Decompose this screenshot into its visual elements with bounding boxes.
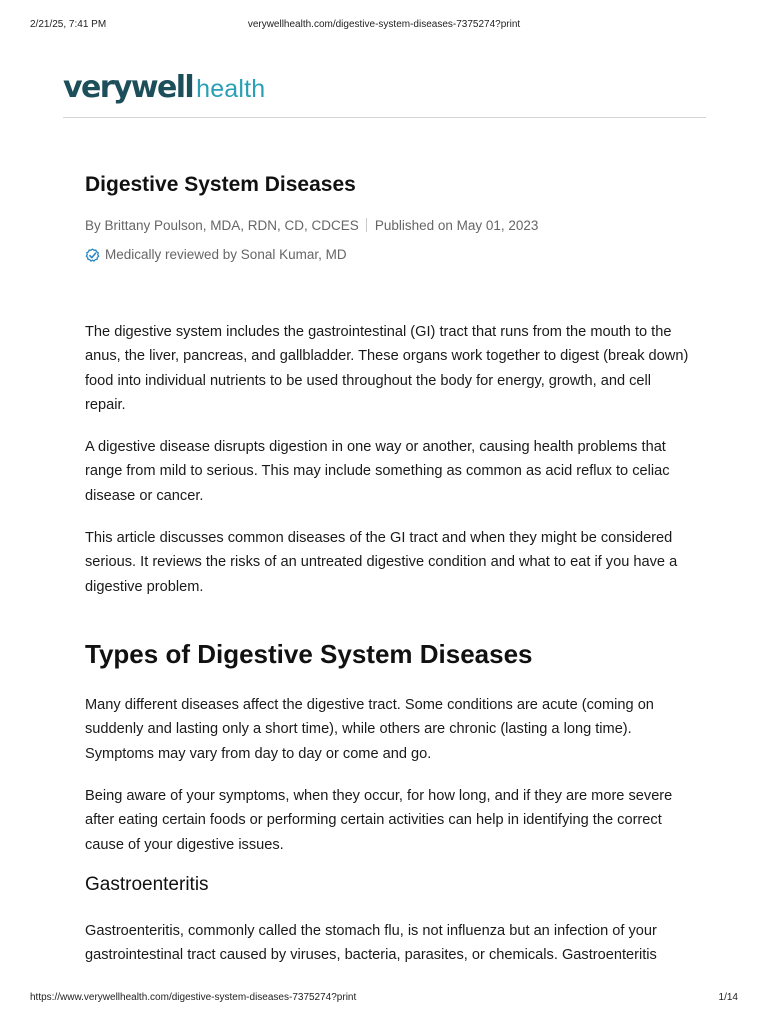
- section-heading: Types of Digestive System Diseases: [85, 639, 533, 669]
- section-paragraph-1: Many different diseases affect the digestive tract. Some conditions are acute (coming on suddenly and lasting only a short time), while others are chronic (lasting a long time). Symptoms may vary from day to day or come and go.: [85, 697, 654, 762]
- article-byline: [85, 218, 538, 233]
- page-number: 1/14: [718, 992, 738, 1003]
- intro-paragraph-1: The digestive system includes the gastrointestinal (GI) tract that runs from the mouth to the anus, the liver, pancreas, and gallbladder. These organs work together to digest (break down) food into individual nutrients to be used throughout the body for energy, growth, and cell repair.: [85, 324, 689, 413]
- gastroenteritis-paragraph: Gastroenteritis, commonly called the stomach flu, is not influenza but an infection of your gastrointestinal tract caused by viruses, bacteria, parasites, or chemicals. Gastroenteritis: [85, 923, 657, 964]
- logo-verywell-text: verywell: [63, 70, 194, 105]
- section-paragraph-2: Being aware of your symptoms, when they occur, for how long, and if they are more severe after eating certain foods or performing certain activities can help in identifying the correct cause of your digestive issues.: [85, 788, 673, 853]
- intro-paragraph-3: This article discusses common diseases of the GI tract and when they might be considered serious. It reviews the risks of an untreated digestive condition and what to eat if you have a digestive problem.: [85, 530, 678, 595]
- medical-review: [85, 247, 347, 263]
- site-logo[interactable]: [63, 70, 265, 110]
- print-header: [0, 19, 768, 33]
- publish-date: Published on May 01, 2023: [374, 218, 539, 233]
- header-divider: [63, 117, 706, 118]
- footer-url: https://www.verywellhealth.com/digestive-system-diseases-7375274?print: [30, 992, 357, 1003]
- subheading-gastroenteritis: Gastroenteritis: [85, 874, 209, 895]
- reviewer-link[interactable]: Medically reviewed by Sonal Kumar, MD: [105, 247, 347, 262]
- print-datetime: 2/21/25, 7:41 PM: [30, 19, 107, 30]
- print-footer: [0, 992, 768, 1006]
- check-badge-icon: [85, 248, 100, 263]
- intro-paragraph-2: A digestive disease disrupts digestion in one way or another, causing health problems that range from mild to serious. This may include something as common as acid reflux to celiac disease or cancer.: [85, 439, 670, 504]
- byline-separator: [366, 218, 367, 232]
- print-url: verywellhealth.com/digestive-system-diseases-7375274?print: [247, 19, 521, 30]
- article-title: Digestive System Diseases: [85, 173, 356, 196]
- logo-health-text: health: [196, 75, 266, 103]
- author-link[interactable]: By Brittany Poulson, MDA, RDN, CD, CDCES: [85, 218, 359, 233]
